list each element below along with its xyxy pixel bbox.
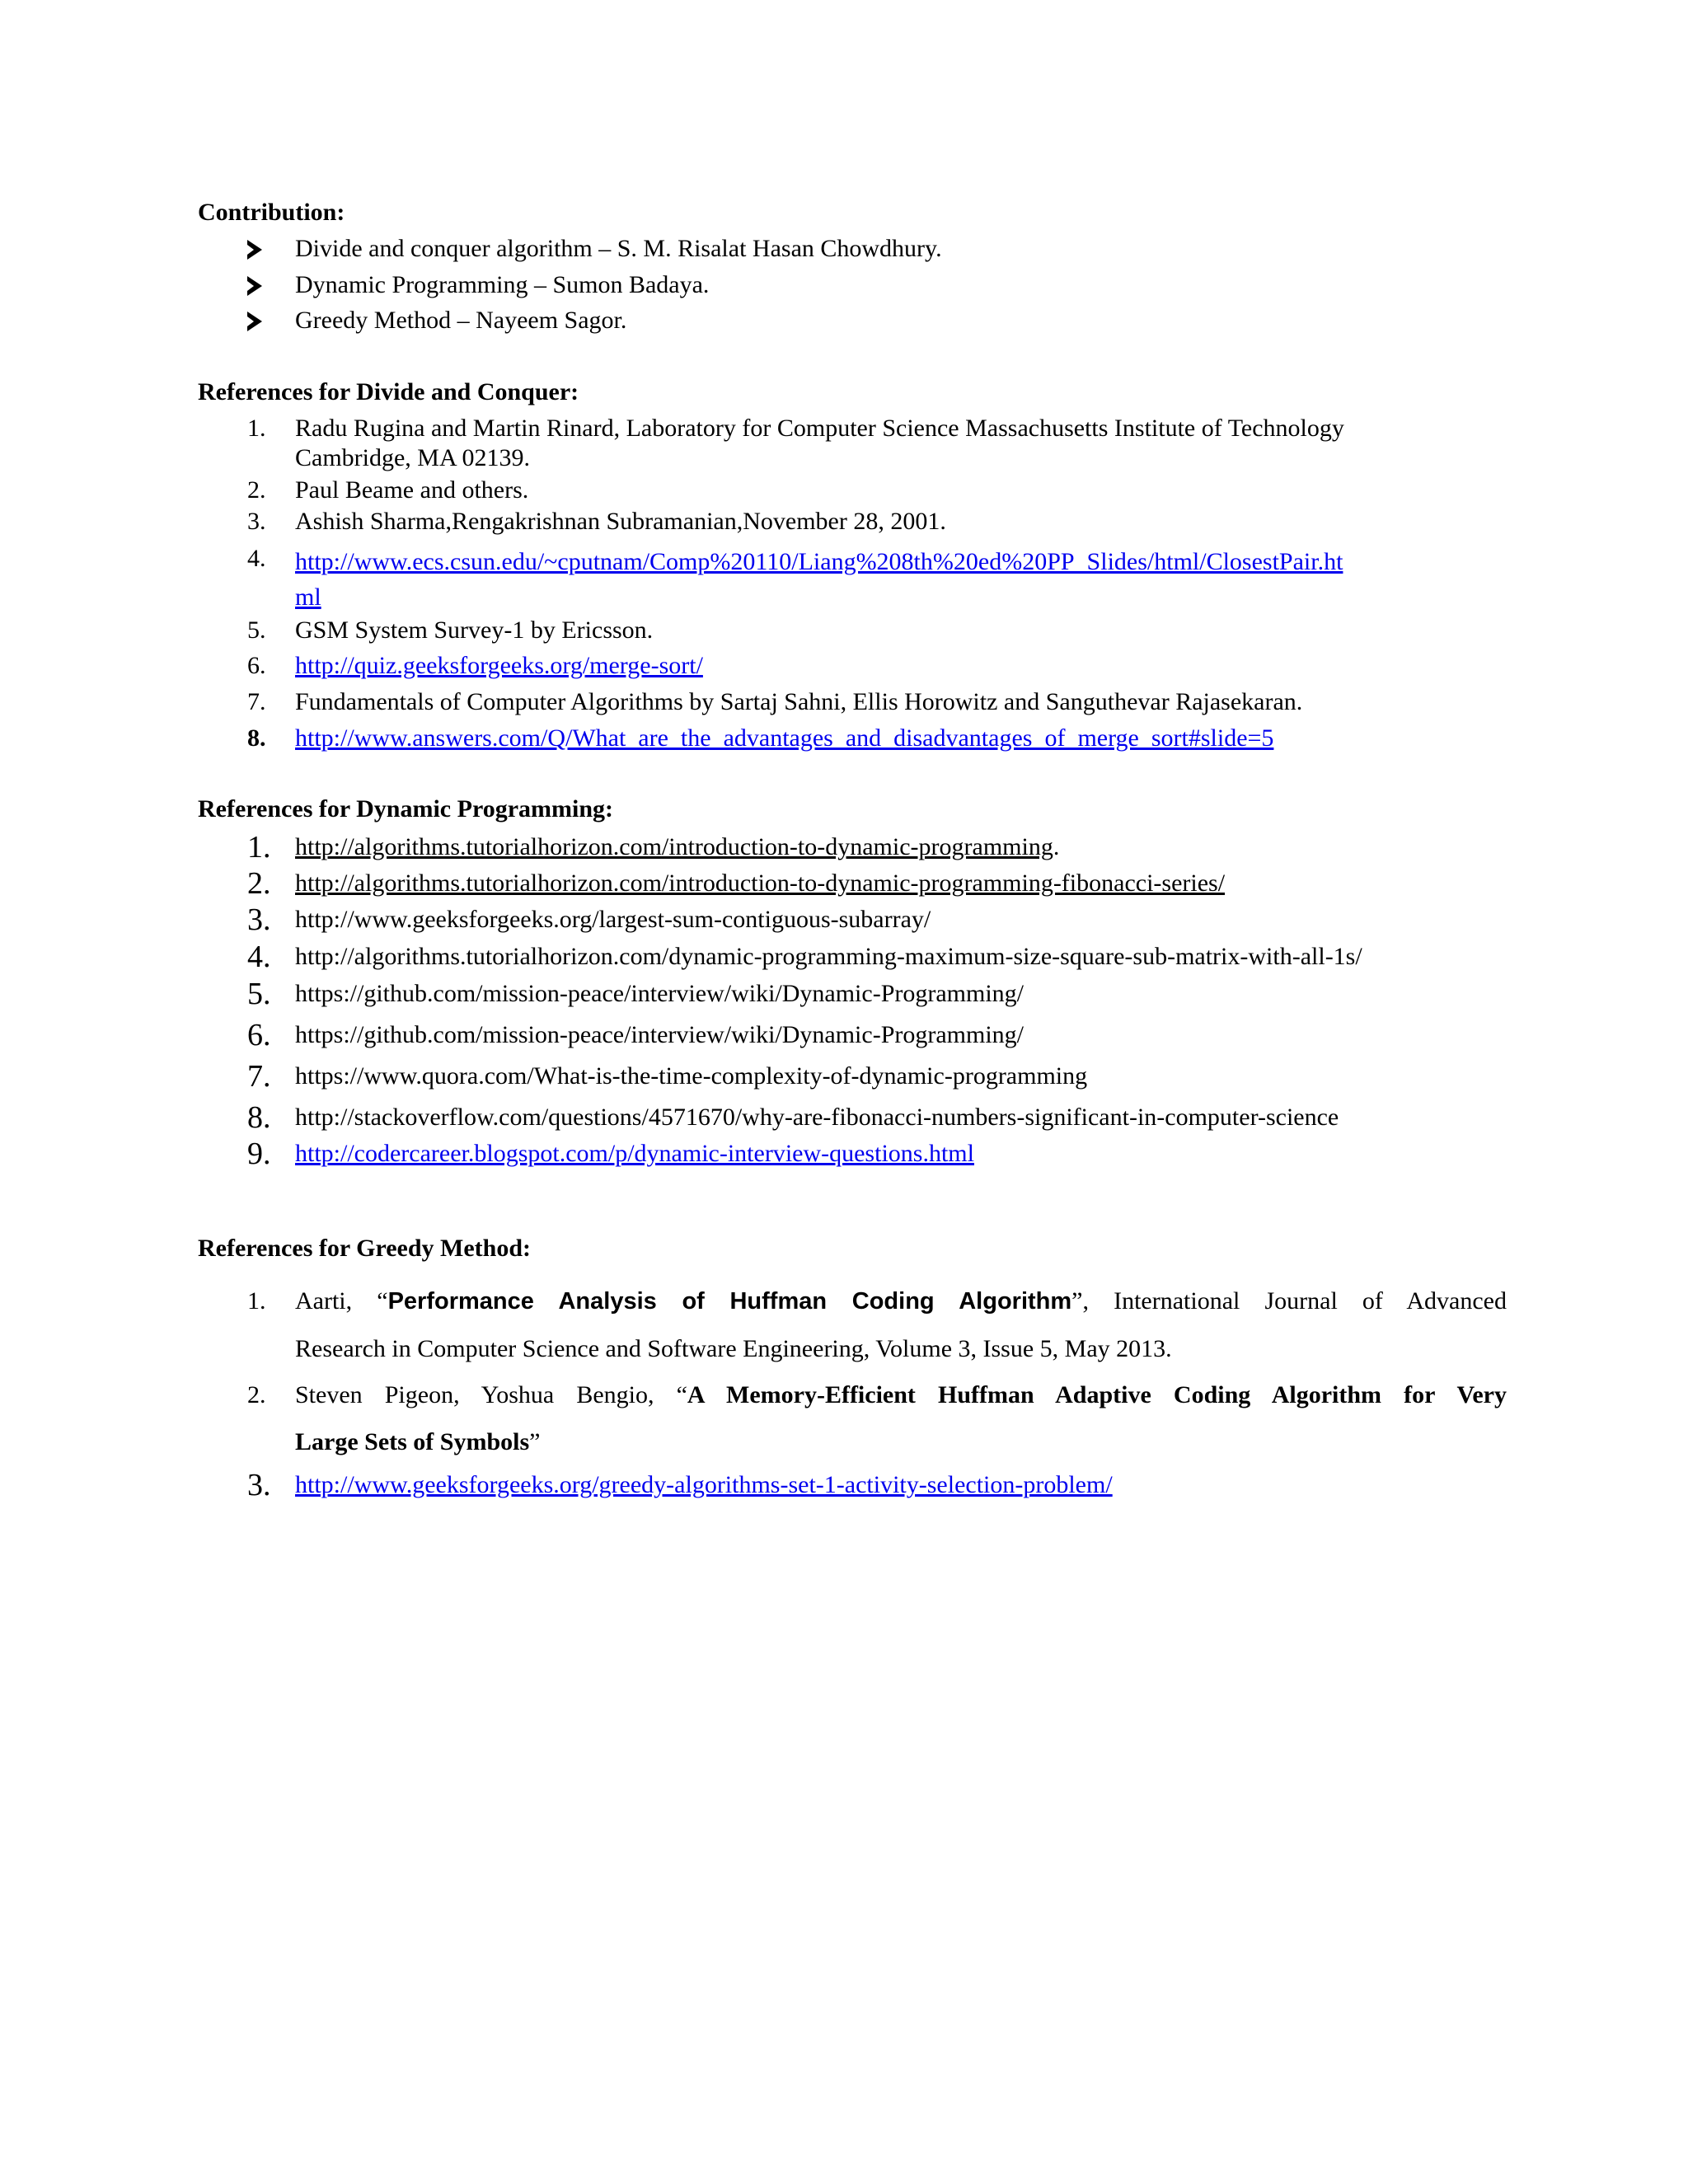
reference-link[interactable]: http://www.answers.com/Q/What_are_the_advantages_and_disadvantages_of_merge_sort#slide=5: [295, 724, 1274, 752]
reference-link[interactable]: http://www.ecs.csun.edu/~cputnam/Comp%20110/Liang%208th%20ed%20PP_Slides/html/ClosestPair.ht: [295, 548, 1343, 575]
contribution-heading: Contribution:: [198, 199, 345, 226]
reference-link[interactable]: http://quiz.geeksforgeeks.org/merge-sort/: [295, 652, 703, 679]
arrow-bullet-icon: [247, 306, 262, 335]
reference-link[interactable]: http://algorithms.tutorialhorizon.com/introduction-to-dynamic-programming-fibonacci-series/: [295, 869, 1226, 897]
arrow-bullet-icon: [247, 234, 262, 264]
reference-link[interactable]: http://algorithms.tutorialhorizon.com/introduction-to-dynamic-programming: [295, 833, 1053, 860]
dp-heading: References for Dynamic Programming:: [198, 795, 614, 823]
gm-heading: References for Greedy Method:: [198, 1235, 532, 1262]
arrow-bullet-icon: [247, 270, 262, 300]
reference-link[interactable]: http://codercareer.blogspot.com/p/dynamic-interview-questions.html: [295, 1140, 974, 1167]
reference-link[interactable]: http://www.geeksforgeeks.org/greedy-algorithms-set-1-activity-selection-problem/: [295, 1471, 1113, 1498]
dc-heading: References for Divide and Conquer:: [198, 378, 579, 405]
document-page: Contribution: Divide and conquer algorithm – S. M. Risalat Hasan Chowdhury. Dynamic Programming – Sumon Badaya. Greedy Method – Nayeem Sagor. References for Divide and Conquer: 1. Radu Rugina and Martin Rinard, Laboratory for Computer Science Massachusetts Institute of Technology Cambridge, MA 02139. 2. Paul Beame and others. 3. Ashish Sharma,Rengakrishnan Subramanian,November 28, 2001. 4. http://www.ecs.csun.edu/~cputnam/Comp%20110/Liang%208th%20ed%20PP_Slides/html/ClosestPair.ht ml 5. GSM System Survey-1 by Ericsson. 6. http://quiz.geeksforgeeks.org/merge-sort/ 7. Fundamentals of Computer Algorithms by Sartaj Sahni, Ellis Horowitz and Sanguthevar Rajasekaran. 8. http://www.answers.com/Q/What_are_the_advantages_and_disadvantages_of_merge_sort#slide=5 References for Dynamic Programming: 1. http://algorithms.tutorialhorizon.com/introduction-to-dynamic-programming. 2. http://algorithms.tutorialhorizon.com/introduction-to-dynamic-programming-fibonacci-series/ 3. http://www.geeksforgeeks.org/largest-sum-contiguous-subarray/ 4. http://algorithms.tutorialhorizon.com/dynamic-programming-maximum-size-square-sub-matrix-with-all-1s/ 5. https://github.com/mission-peace/interview/wiki/Dynamic-Programming/ 6. https://github.com/mission-peace/interview/wiki/Dynamic-Programming/ 7. https://www.quora.com/What-is-the-time-complexity-of-dynamic-programming 8. http://stackoverflow.com/questions/4571670/why-are-fibonacci-numbers-significant-in-computer-science 9. http://codercareer.blogspot.com/p/dynamic-interview-questions.html References for Greedy Method: 1. Aarti, “Performance Analysis of Huffman Coding Algorithm”, International Journal of Advanced Research in Computer Science and Software Engineering, Volume 3, Issue 5, May 2013. 2. Steven Pigeon, Yoshua Bengio, “A Memory-Efficient Huffman Adaptive Coding Algorithm for Very Large Sets of Symbols” 3. http://www.geeksforgeeks.org/greedy-algorithms-set-1-activity-selection-problem/: [198, 199, 1507, 1502]
reference-link-continued[interactable]: ml: [295, 583, 321, 611]
